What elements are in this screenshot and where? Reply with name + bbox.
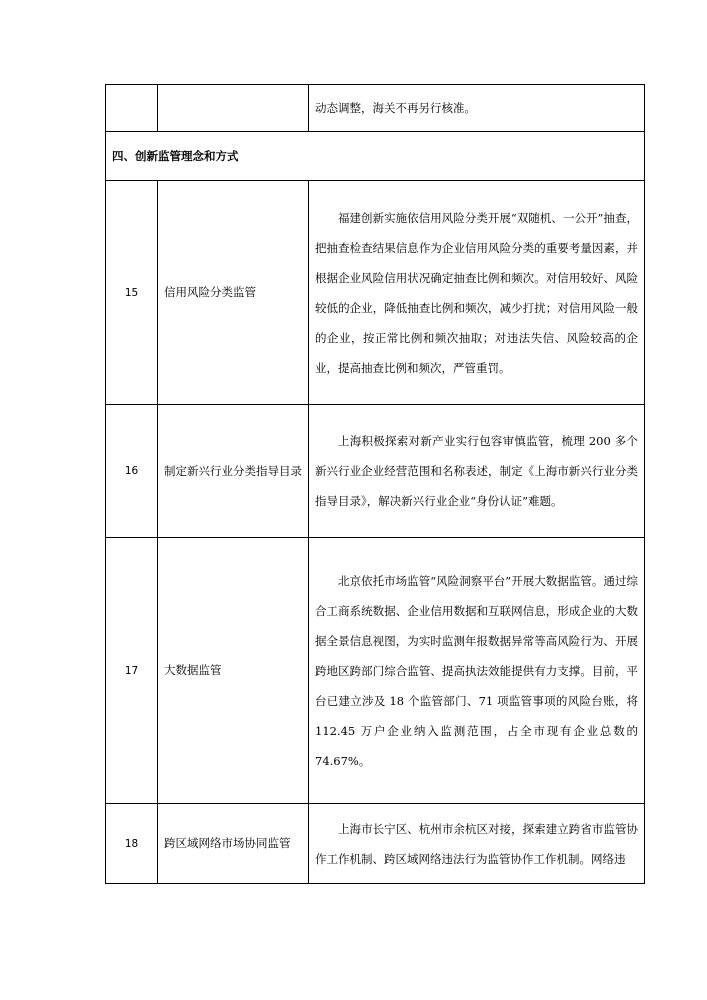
name-cell-empty: [158, 85, 309, 132]
measure-name: 制定新兴行业分类指导目录: [158, 405, 309, 538]
description-text: 动态调整，海关不再另行核准。: [315, 101, 476, 115]
section-row: [106, 132, 645, 181]
measure-name: 跨区域网络市场协同监管: [158, 804, 309, 884]
row-number: 18: [106, 804, 158, 884]
measure-name: 信用风险分类监管: [158, 181, 309, 405]
description-text: 北京依托市场监管“风险洞察平台”开展大数据监管。通过综合工商系统数据、企业信用数据和互联网信息，形成企业的大数据全景信息视图，为实时监测年报数据异常等高风险行为、开展跨地区跨部门综合监管、提高执法效能提供有力支撑。目前，平台已建立涉及 18 个监管部门、71 项监管事项的风险台账，将 112.45 万户企业纳入监测范围，占全市现有企业总数的 74.67%。: [315, 573, 638, 768]
number-cell-empty: [106, 85, 158, 132]
description-cell: [309, 405, 645, 538]
description-text: 上海市长宁区、杭州市余杭区对接，探索建立跨省市监管协作工作机制、跨区域网络违法行为监管协作工作机制。网络违: [315, 821, 638, 866]
table-row: [106, 538, 645, 804]
description-cell: [309, 804, 645, 884]
table-row-continuation: [106, 85, 645, 132]
row-number: 17: [106, 538, 158, 804]
measure-name: 大数据监管: [158, 538, 309, 804]
description-cell: [309, 85, 645, 132]
description-cell: [309, 181, 645, 405]
section-heading: 四、创新监管理念和方式: [106, 132, 645, 181]
policy-table: [105, 84, 645, 884]
description-text: 福建创新实施依信用风险分类开展“双随机、一公开”抽查，把抽查检查结果信息作为企业信用风险分类的重要考量因素，并根据企业风险信用状况确定抽查比例和频次。对信用较好、风险较低的企业，降低抽查比例和频次，减少打扰；对信用风险一般的企业，按正常比例和频次抽取；对违法失信、风险较高的企业，提高抽查比例和频次，严管重罚。: [315, 210, 638, 375]
table-row: [106, 804, 645, 884]
row-number: 15: [106, 181, 158, 405]
table-row: [106, 405, 645, 538]
row-number: 16: [106, 405, 158, 538]
table-row: [106, 181, 645, 405]
description-cell: [309, 538, 645, 804]
description-text: 上海积极探索对新产业实行包容审慎监管，梳理 200 多个新兴行业企业经营范围和名称表述，制定《上海市新兴行业分类指导目录》，解决新兴行业企业“身份认证”难题。: [315, 434, 638, 508]
